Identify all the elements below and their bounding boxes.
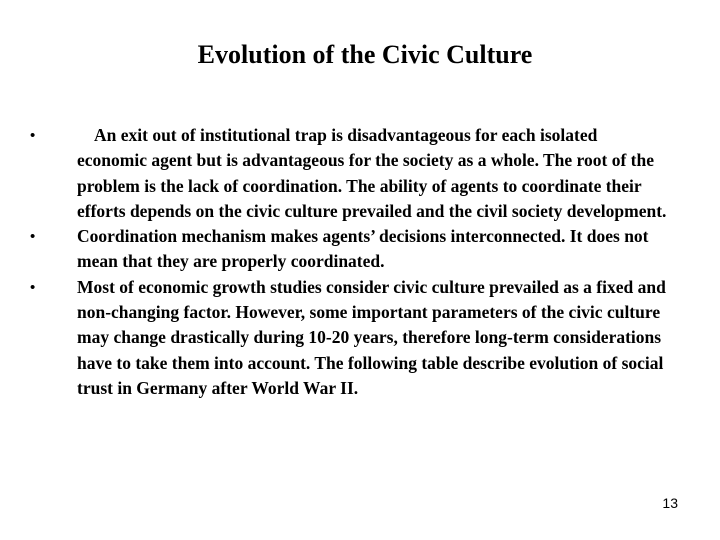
bullet-dot-icon: • (30, 278, 36, 296)
bullet-dot-icon: • (30, 127, 36, 144)
bullet-text: An exit out of institutional trap is disadvantageous for each isolated economic agent but is advantageous for the society as a whole. The root of the problem is the lack of coordination. The ability of agents to coordinate their efforts depends on the civic culture prevailed and the civil society development. (77, 125, 667, 221)
bullet-dot-icon: • (30, 228, 36, 246)
slide-title: Evolution of the Civic Culture (197, 40, 533, 69)
bullet-text: Coordination mechanism makes agents’ decisions interconnected. It does not mean that they are properly coordinated. (77, 226, 649, 272)
bullet-item (30, 123, 670, 224)
bullet-item (30, 224, 670, 275)
bullet-item (30, 275, 670, 401)
bullet-text: Most of economic growth studies consider civic culture prevailed as a fixed and non-changing factor. However, some important parameters of the civic culture may change drastically during 10-20 years, therefore long-term considerations have to take them into account. The following table describe evolution of social trust in Germany after World War II. (77, 276, 666, 398)
page-number: 13 (662, 495, 678, 511)
bullet-list (30, 123, 670, 401)
